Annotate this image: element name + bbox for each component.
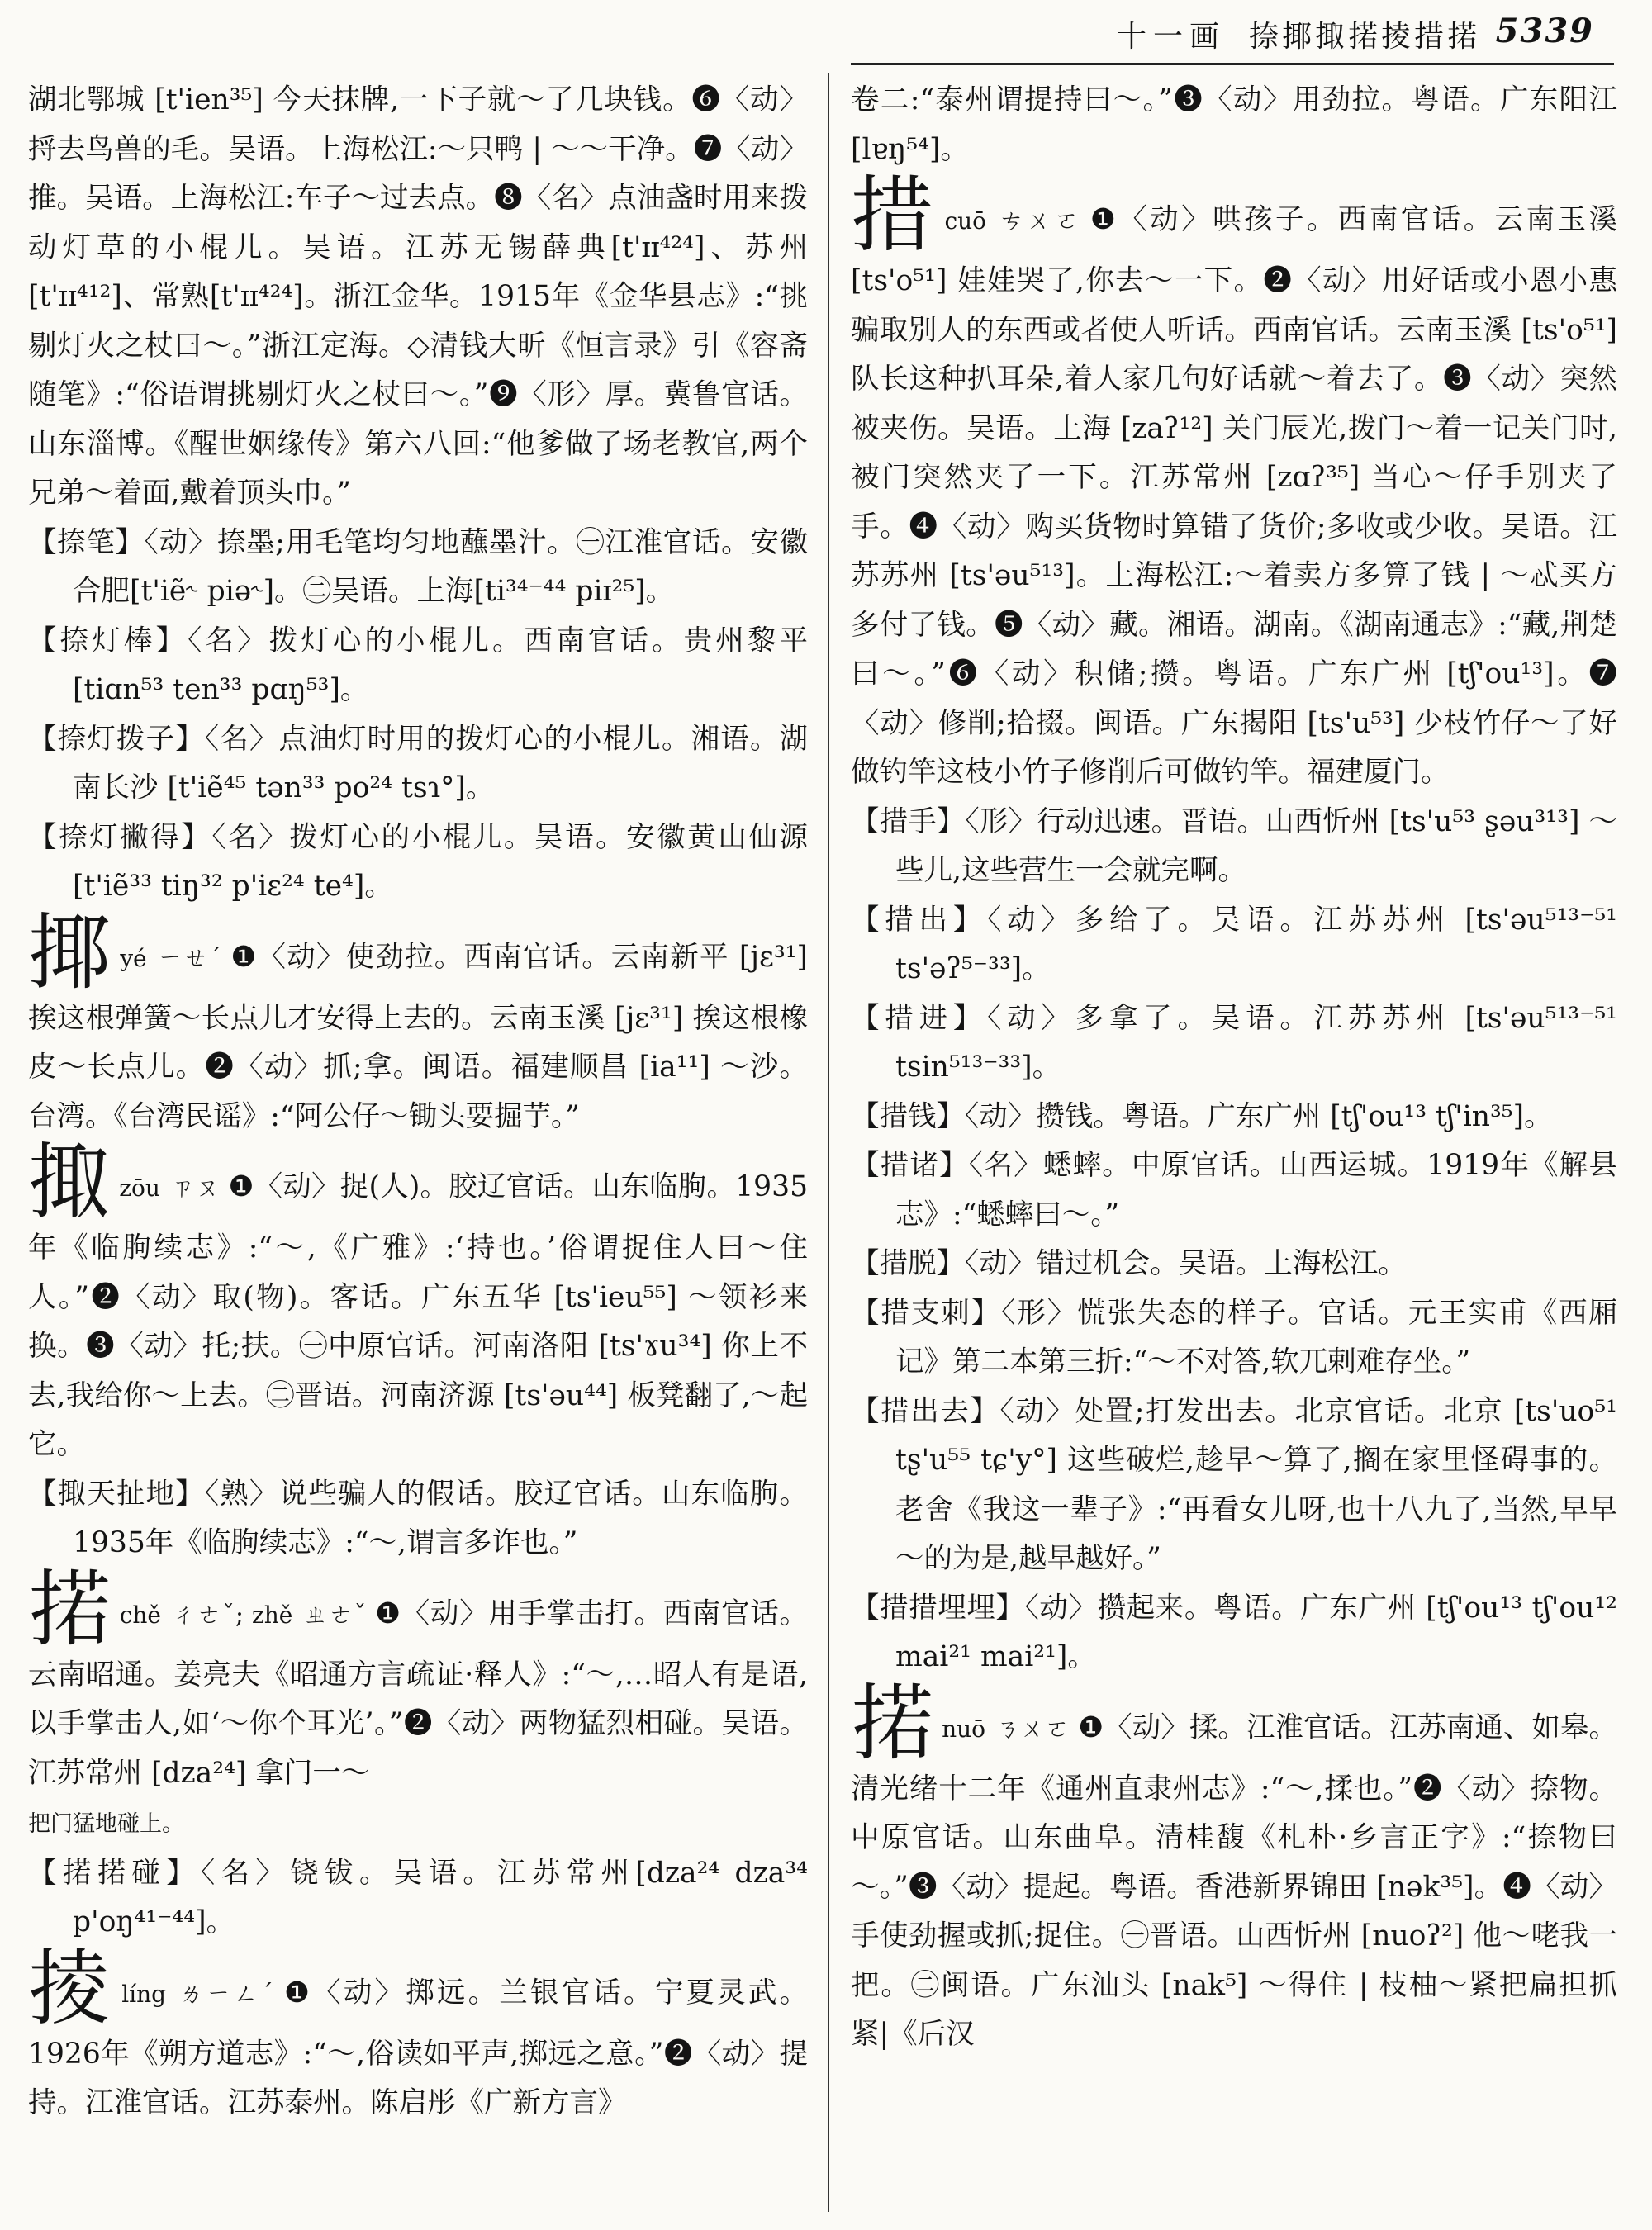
headword-char: 措 (851, 167, 937, 263)
entry-cuo-tuo: 【措脱】〈动〉错过机会。吴语。上海松江。 (851, 1247, 1407, 1280)
entry-tian-deng-bang: 【捺灯棒】〈名〉拨灯心的小棍儿。西南官话。贵州黎平 [tiɑn⁵³ ten³³ pɑŋ⁵³]。 (28, 624, 808, 706)
entry-tian-deng-bo-zi: 【捺灯拨子】〈名〉点油灯时用的拨灯心的小棍儿。湘语。湖南长沙 [t'iẽ⁴⁵ tən³³ po²⁴ tsɿ°]。 (28, 722, 808, 804)
gloss-note: 把门猛地碰上。 (28, 1811, 184, 1837)
headword-char: 掫 (28, 1134, 112, 1231)
headword-entry-cuo (851, 167, 1617, 798)
headword-entry-che (28, 1560, 809, 1849)
entry-che-che-peng: 【掿掿碰】〈名〉铙钹。吴语。江苏常州[dza²⁴ dza³⁴ p'oŋ⁴¹⁻⁴⁴]。 (28, 1856, 808, 1938)
entry-cuo-chu-qu: 【措出去】〈动〉处置;打发出去。北京官话。北京 [ts'uo⁵¹ tʂ'u⁵⁵ tɕ'y°] 这些破烂,趁早～算了,搁在家里怪碍事的。老舍《我这一辈子》:“再看女儿呀,也十八九了,当然,早早～的为是,越早越好。” (851, 1394, 1617, 1575)
headword-pinyin: chě (119, 1601, 162, 1629)
headword-pinyin-alt: zhě (251, 1601, 293, 1629)
headword-entry-ling (28, 1939, 809, 2128)
entry-zou-tian-che-di: 【掫天扯地】〈熟〉说些骗人的假话。胶辽官话。山东临朐。1935年《临朐续志》:“～,谓言多诈也。” (28, 1477, 808, 1559)
headword-char: 揶 (28, 904, 112, 1001)
headword-zhuyin-alt: ㄓㄜˇ (302, 1600, 368, 1630)
continued-entry-text: 卷二:“泰州谓提持曰～。”❸〈动〉用劲拉。粤语。广东阳江 [lɐŋ⁵⁴]。 (851, 83, 1617, 166)
right-column (851, 76, 1617, 2060)
headword-entry-nuo (851, 1674, 1618, 2060)
headword-pinyin: zōu (119, 1174, 160, 1202)
entry-cuo-qian: 【措钱】〈动〉攒钱。粤语。广东广州 [tʃ'ou¹³ tʃ'in³⁵]。 (851, 1099, 1553, 1133)
headword-pinyin: nuō (942, 1715, 985, 1743)
section-title: 十一画 (1117, 20, 1227, 54)
headword-zhuyin: ㄗㄡ (169, 1174, 221, 1203)
entry-cuo-chu: 【措出】〈动〉多给了。吴语。江苏苏州 [ts'əu⁵¹³⁻⁵¹ ts'əʔ⁵⁻³³]。 (851, 903, 1617, 985)
definition-text: ❶〈动〉揉。江淮官话。江苏南通、如皋。清光绪十二年《通州直隶州志》:“～,揉也。”❷〈动〉捺物。中原官话。山东曲阜。清桂馥《札朴·乡言正字》:“捺物曰～。”❸〈动〉提起。粤语。香港新界锦田 [nək³⁵]。❹〈动〉手使劲握或抓;捉住。㊀晋语。山西忻州 [nuoʔ²] 他～咾我一把。㊁闽语。广东汕头 [nak⁵] ～得住 | 枝柚～紧把扁担抓紧|《后汉 (851, 1710, 1618, 2051)
continued-entry-text: 湖北鄂城 [t'ien³⁵] 今天抹牌,一下子就～了几块钱。❻〈动〉捋去鸟兽的毛。吴语。上海松江:～只鸭 | ～～干净。❼〈动〉推。吴语。上海松江:车子～过去点。❽〈名〉点油盏时用来拨动灯草的小棍儿。吴语。江苏无锡薛典[t'ɪɪ⁴²⁴]、苏州[t'ɪɪ⁴¹²]、常熟[t'ɪɪ⁴²⁴]。浙江金华。1915年《金华县志》:“挑剔灯火之杖曰～。”浙江定海。◇清钱大昕《恒言录》引《容斋随笔》:“俗语谓挑剔灯火之杖曰～。”❾〈形〉厚。冀鲁官话。山东淄博。《醒世姻缘传》第六八回:“他爹做了场老教官,两个兄弟～着面,戴着顶头巾。” (28, 83, 808, 510)
headword-zhuyin: ㄔㄜˇ; (171, 1600, 244, 1630)
header-rule (851, 63, 1614, 65)
headword-pinyin: cuō (944, 207, 987, 235)
definition-text: ❶〈动〉哄孩子。西南官话。云南玉溪 [ts'o⁵¹] 娃娃哭了,你去～一下。❷〈动〉用好话或小恩小惠骗取别人的东西或者使人听话。西南官话。云南玉溪 [ts'o⁵¹] 队长这种扒耳朵,着人家几句好话就～着去了。❸〈动〉突然被夹伤。吴语。上海 [zaʔ¹²] 关门辰光,拨门～着一记关门时,被门突然夹了一下。江苏常州 [zɑʔ³⁵] 当心～仔手别夹了手。❹〈动〉购买货物时算错了货价;多收或少收。吴语。江苏苏州 [ts'əu⁵¹³]。上海松江:～着卖方多算了钱 | ～忒买方多付了钱。❺〈动〉藏。湘语。湖南。《湖南通志》:“藏,荆楚曰～。”❻〈动〉积储;攒。粤语。广东广州 [tʃ'ou¹³]。❼〈动〉修削;拾掇。闽语。广东揭阳 [ts'u⁵³] 少枝竹仔～了好做钓竿这枝小竹子修削后可做钓竿。福建厦门。 (851, 203, 1617, 789)
headword-char: 掿 (28, 1560, 112, 1658)
entry-cuo-jin: 【措进】〈动〉多拿了。吴语。江苏苏州 [ts'əu⁵¹³⁻⁵¹ tsin⁵¹³⁻³³]。 (851, 1001, 1617, 1084)
definition-text: ❶〈动〉捉(人)。胶辽官话。山东临朐。1935年《临朐续志》:“～,《广雅》:‘持也。’俗谓捉住人曰～住人。”❷〈动〉取(物)。客话。广东五华 [ts'ieu⁵⁵] ～领衫来换。❸〈动〉托;扶。㊀中原官话。河南洛阳 [ts'ɤu³⁴] 你上不去,我给你～上去。㊁晋语。河南济源 [ts'əu⁴⁴] 板凳翻了,～起它。 (28, 1170, 809, 1461)
definition-text: ❶〈动〉使劲拉。西南官话。云南新平 [jɛ³¹] 挨这根弹簧～长点儿才安得上去的。云南玉溪 [jɛ³¹] 挨这根橡皮～长点儿。❷〈动〉抓;拿。闽语。福建顺昌 [ia¹¹] ～沙。台湾。《台湾民谣》:“阿公仔～锄头要掘芋。” (28, 940, 809, 1133)
page-number: 5339 (1495, 12, 1594, 50)
headword-zhuyin: ㄋㄨㄛ (995, 1714, 1070, 1744)
headword-zhuyin: ㄌㄧㄥˊ (176, 1979, 277, 2009)
headword-char: 掿 (851, 1674, 934, 1772)
column-divider (828, 73, 829, 2212)
definition-text: ❶〈动〉掷远。兰银官话。宁夏灵武。1926年《朔方道志》:“～,俗读如平声,掷远之意。”❷〈动〉提持。江淮官话。江苏泰州。陈启彤《广新方言》 (28, 1976, 809, 2119)
headword-pinyin: yé (120, 944, 147, 972)
entry-cuo-zhi-ci: 【措支刺】〈形〉慌张失态的样子。官话。元王实甫《西厢记》第二本第三折:“～不对答,软兀剌难存坐。” (851, 1296, 1617, 1378)
headword-char: 掕 (28, 1939, 114, 2037)
entry-cuo-zhu: 【措诸】〈名〉蟋蟀。中原官话。山西运城。1919年《解县志》:“蟋蟀曰～。” (851, 1149, 1617, 1231)
headword-pinyin: líng (121, 1980, 167, 2008)
headword-range: 捺揶掫掿掕措掿 (1249, 20, 1481, 54)
left-column (28, 76, 808, 2128)
page-header (0, 0, 1652, 69)
entry-cuo-cuo-mai-mai: 【措措埋埋】〈动〉攒起来。粤语。广东广州 [tʃ'ou¹³ tʃ'ou¹² mai²¹ mai²¹]。 (851, 1591, 1617, 1673)
entry-tian-bi: 【捺笔】〈动〉捺墨;用毛笔均匀地蘸墨汁。㊀江淮官话。安徽合肥[t'iẽ˞ piə˞]。㊁吴语。上海[ti³⁴⁻⁴⁴ piɪ²⁵]。 (28, 525, 808, 608)
entry-tian-deng-pie-de: 【捺灯撇得】〈名〉拨灯心的小棍儿。吴语。安徽黄山仙源 [t'iẽ³³ tiŋ³² p'iɛ²⁴ te⁴]。 (28, 820, 808, 903)
definition-text: ❶〈动〉用手掌击打。西南官话。云南昭通。姜亮夫《昭通方言疏证·释人》:“～,…昭人有是语,以手掌击人,如‘～你个耳光’。”❷〈动〉两物猛烈相碰。吴语。江苏常州 [dza²⁴] 拿门一～ (28, 1597, 809, 1790)
headword-entry-zou (28, 1134, 809, 1470)
entry-cuo-shou: 【措手】〈形〉行动迅速。晋语。山西忻州 [ts'u⁵³ ʂəu³¹³] ～些儿,这些营生一会就完啊。 (851, 804, 1617, 887)
headword-entry-ye (28, 904, 809, 1142)
headword-zhuyin: ㄘㄨㄛ (996, 206, 1082, 235)
headword-zhuyin: ㄧㄝˊ (156, 943, 223, 973)
